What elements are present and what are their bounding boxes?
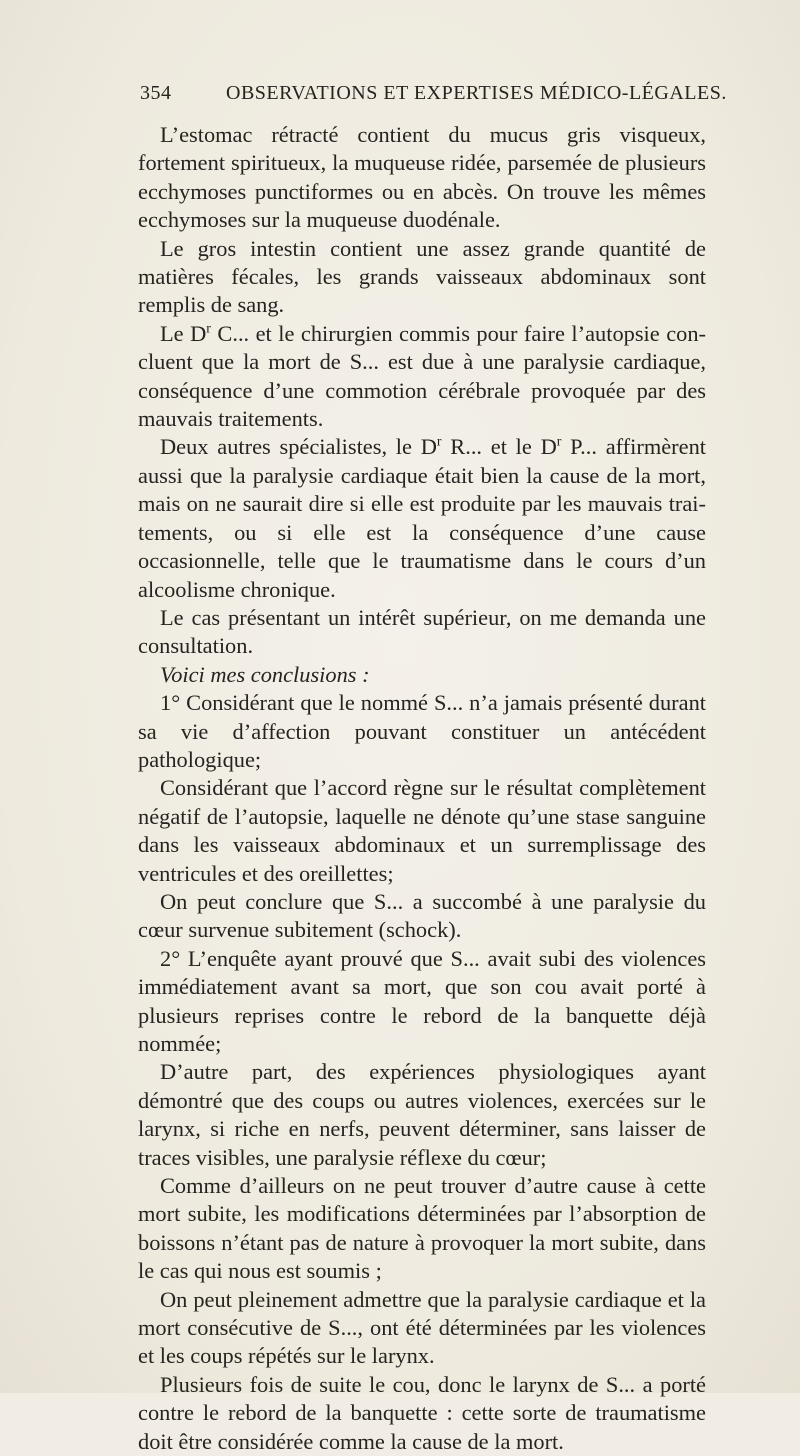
paragraph-conclusion-1: 1° Considérant que le nommé S... n’a jamais présenté durant sa vie d’affection pouvant constituer un antécédent pathologique; <box>138 690 706 772</box>
paragraph-considering-autopsy: Considérant que l’accord règne sur le résultat complètement négatif de l’autopsie, laquelle ne dénote qu’une stase sanguine dans les vaisseaux abdominaux et un surremplissage des ventricules et des oreillettes; <box>138 775 706 886</box>
body-text <box>138 121 706 1456</box>
paragraph-autopsy-conclusion: Le $D^r$ C... et le chirurgien commis pour faire l’autopsie concluent que la mort de S... est due à une paralysie cardiaque, conséquence d’une commotion cérébrale provoquée par des mauvais traitements. <box>138 320 706 432</box>
paragraph-conclusion-2: 2° L’enquête ayant prouvé que S... avait subi des violences immédiatement avant sa mort, que son cou avait porté à plusieurs reprises contre le rebord de la banquette déjà nommée; <box>138 945 706 1056</box>
paragraph-experiments: D’autre part, des expériences physiologiques ayant démontré que des coups ou autres violences, exercées sur le larynx, si riche en nerfs, peuvent déterminer, sans laisser de traces visibles, une paralysie réflexe du cœur; <box>138 1059 706 1170</box>
paragraph-no-other-cause: Comme d’ailleurs on ne peut trouver d’autre cause à cette mort subite, les modifications déterminées par l’absorption de boissons n’étant pas de nature à provoquer la mort subite, dans le cas qui nous est soumis ; <box>138 1173 706 1284</box>
paragraph-consultation: Le cas présentant un intérêt supérieur, on me demanda une consultation. <box>138 604 706 659</box>
page-number: 354 <box>140 82 172 104</box>
paragraph-specialists: Deux autres spécialistes, le $D^r$ R... et le $D^r$ P... affirmèrent aussi que la paralysie cardiaque était bien la cause de la mort, mais on ne saurait dire si elle est produite par les mauvais traitements, ou si elle est la conséquence d’une cause occasionnelle, telle que le traumatisme dans le cours d’un alcoolisme chronique. <box>138 434 706 602</box>
paragraph-intestine: Le gros intestin contient une assez grande quantité de matières fécales, les grands vaisseaux abdominaux sont remplis de sang. <box>138 235 706 318</box>
paragraph-stomach: L’estomac rétracté contient du mucus gris visqueux, fortement spiritueux, la muqueuse ridée, parsemée de plusieurs ecchymoses punctiformes ou en abcès. On trouve les mêmes ecchymoses sur la muqueuse duodénale. <box>138 122 706 233</box>
conclusions-heading: Voici mes conclusions : <box>160 661 370 687</box>
paragraph-final: Plusieurs fois de suite le cou, donc le larynx de S... a porté contre le rebord de la banquette : cette sorte de traumatisme doit être considérée comme la cause de la mort. <box>138 1371 706 1454</box>
running-head <box>140 82 727 112</box>
running-title: OBSERVATIONS ET EXPERTISES MÉDICO-LÉGALES. <box>226 82 727 104</box>
paragraph-admit: On peut pleinement admettre que la paralysie cardiaque et la mort consécutive de S..., ont été déterminées par les violences et les coups répétés sur le larynx. <box>138 1286 706 1369</box>
paragraph-cardiac-paralysis: On peut conclure que S... a succombé à une paralysie du cœur survenue subitement (schock). <box>138 888 706 943</box>
